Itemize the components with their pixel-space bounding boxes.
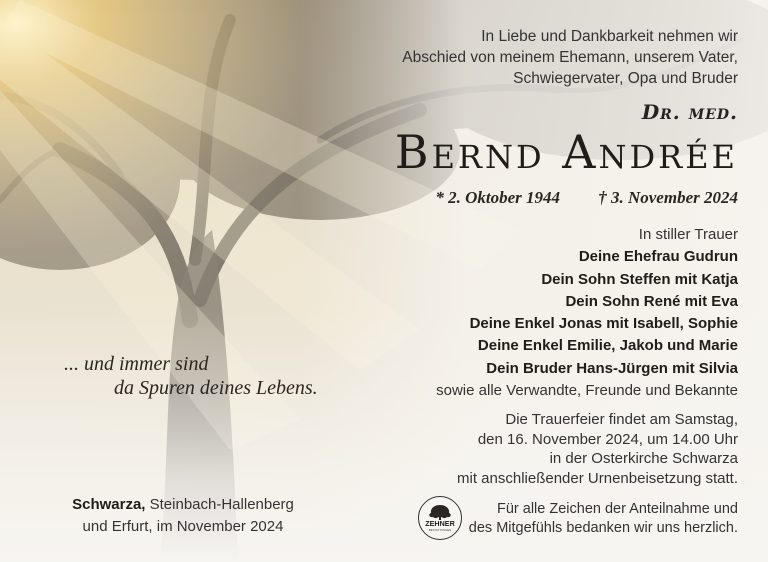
life-dates — [435, 188, 738, 208]
thanks-line: Für alle Zeichen der Anteilnahme und — [496, 501, 738, 517]
mourner-entry: Deine Ehefrau Gudrun — [578, 248, 738, 266]
place-bold: Schwarza, — [72, 496, 146, 513]
birth-date: * 2. Oktober 1944 — [435, 188, 560, 207]
intro-text — [402, 26, 738, 89]
funeral-service-info — [457, 410, 738, 488]
service-line: in der Osterkirche Schwarza — [549, 450, 738, 467]
thanks-text — [469, 500, 738, 538]
intro-line: In Liebe und Dankbarkeit nehmen wir — [481, 28, 738, 45]
funeral-home-logo — [418, 496, 462, 540]
mourners-lead: In stiller Trauer — [638, 226, 738, 243]
place-line: und Erfurt, im November 2024 — [82, 518, 284, 535]
mourner-entry: Deine Enkel Emilie, Jakob und Marie — [477, 337, 738, 355]
quote-line: da Spuren deines Lebens. — [114, 377, 318, 399]
memorial-quote — [64, 352, 318, 400]
quote-line: ... und immer sind — [64, 353, 209, 375]
mourner-entry: Dein Bruder Hans-Jürgen mit Silvia — [486, 359, 738, 377]
intro-line: Abschied von meinem Ehemann, unserem Vater, — [402, 49, 738, 66]
service-line: mit anschließender Urnenbeisetzung statt. — [457, 469, 738, 487]
service-line: den 16. November 2024, um 14.00 Uhr — [477, 430, 738, 448]
intro-line: Schwiegervater, Opa und Bruder — [513, 70, 738, 87]
death-date: † 3. November 2024 — [598, 188, 738, 207]
logo-text: ZEHNER — [425, 519, 455, 528]
deceased-name: Bernd Andrée — [394, 125, 738, 179]
logo-subtext: BESTATTUNGEN — [428, 528, 452, 532]
mourner-entry: Deine Enkel Jonas mit Isabell, Sophie — [469, 315, 738, 333]
mourners-list — [436, 224, 738, 402]
tree-logo-icon — [423, 501, 457, 535]
mourner-entry: Dein Sohn Steffen mit Katja — [541, 270, 738, 288]
mourner-entry: Dein Sohn René mit Eva — [565, 292, 738, 310]
thanks-line: des Mitgefühls bedanken wir uns herzlich. — [468, 520, 738, 536]
place-rest: Steinbach-Hallenberg — [145, 496, 294, 513]
academic-title: Dr. med. — [641, 100, 738, 124]
mourners-others: sowie alle Verwandte, Freunde und Bekannte — [436, 382, 738, 400]
place-and-date — [72, 494, 294, 538]
service-line: Die Trauerfeier findet am Samstag, — [505, 411, 738, 428]
